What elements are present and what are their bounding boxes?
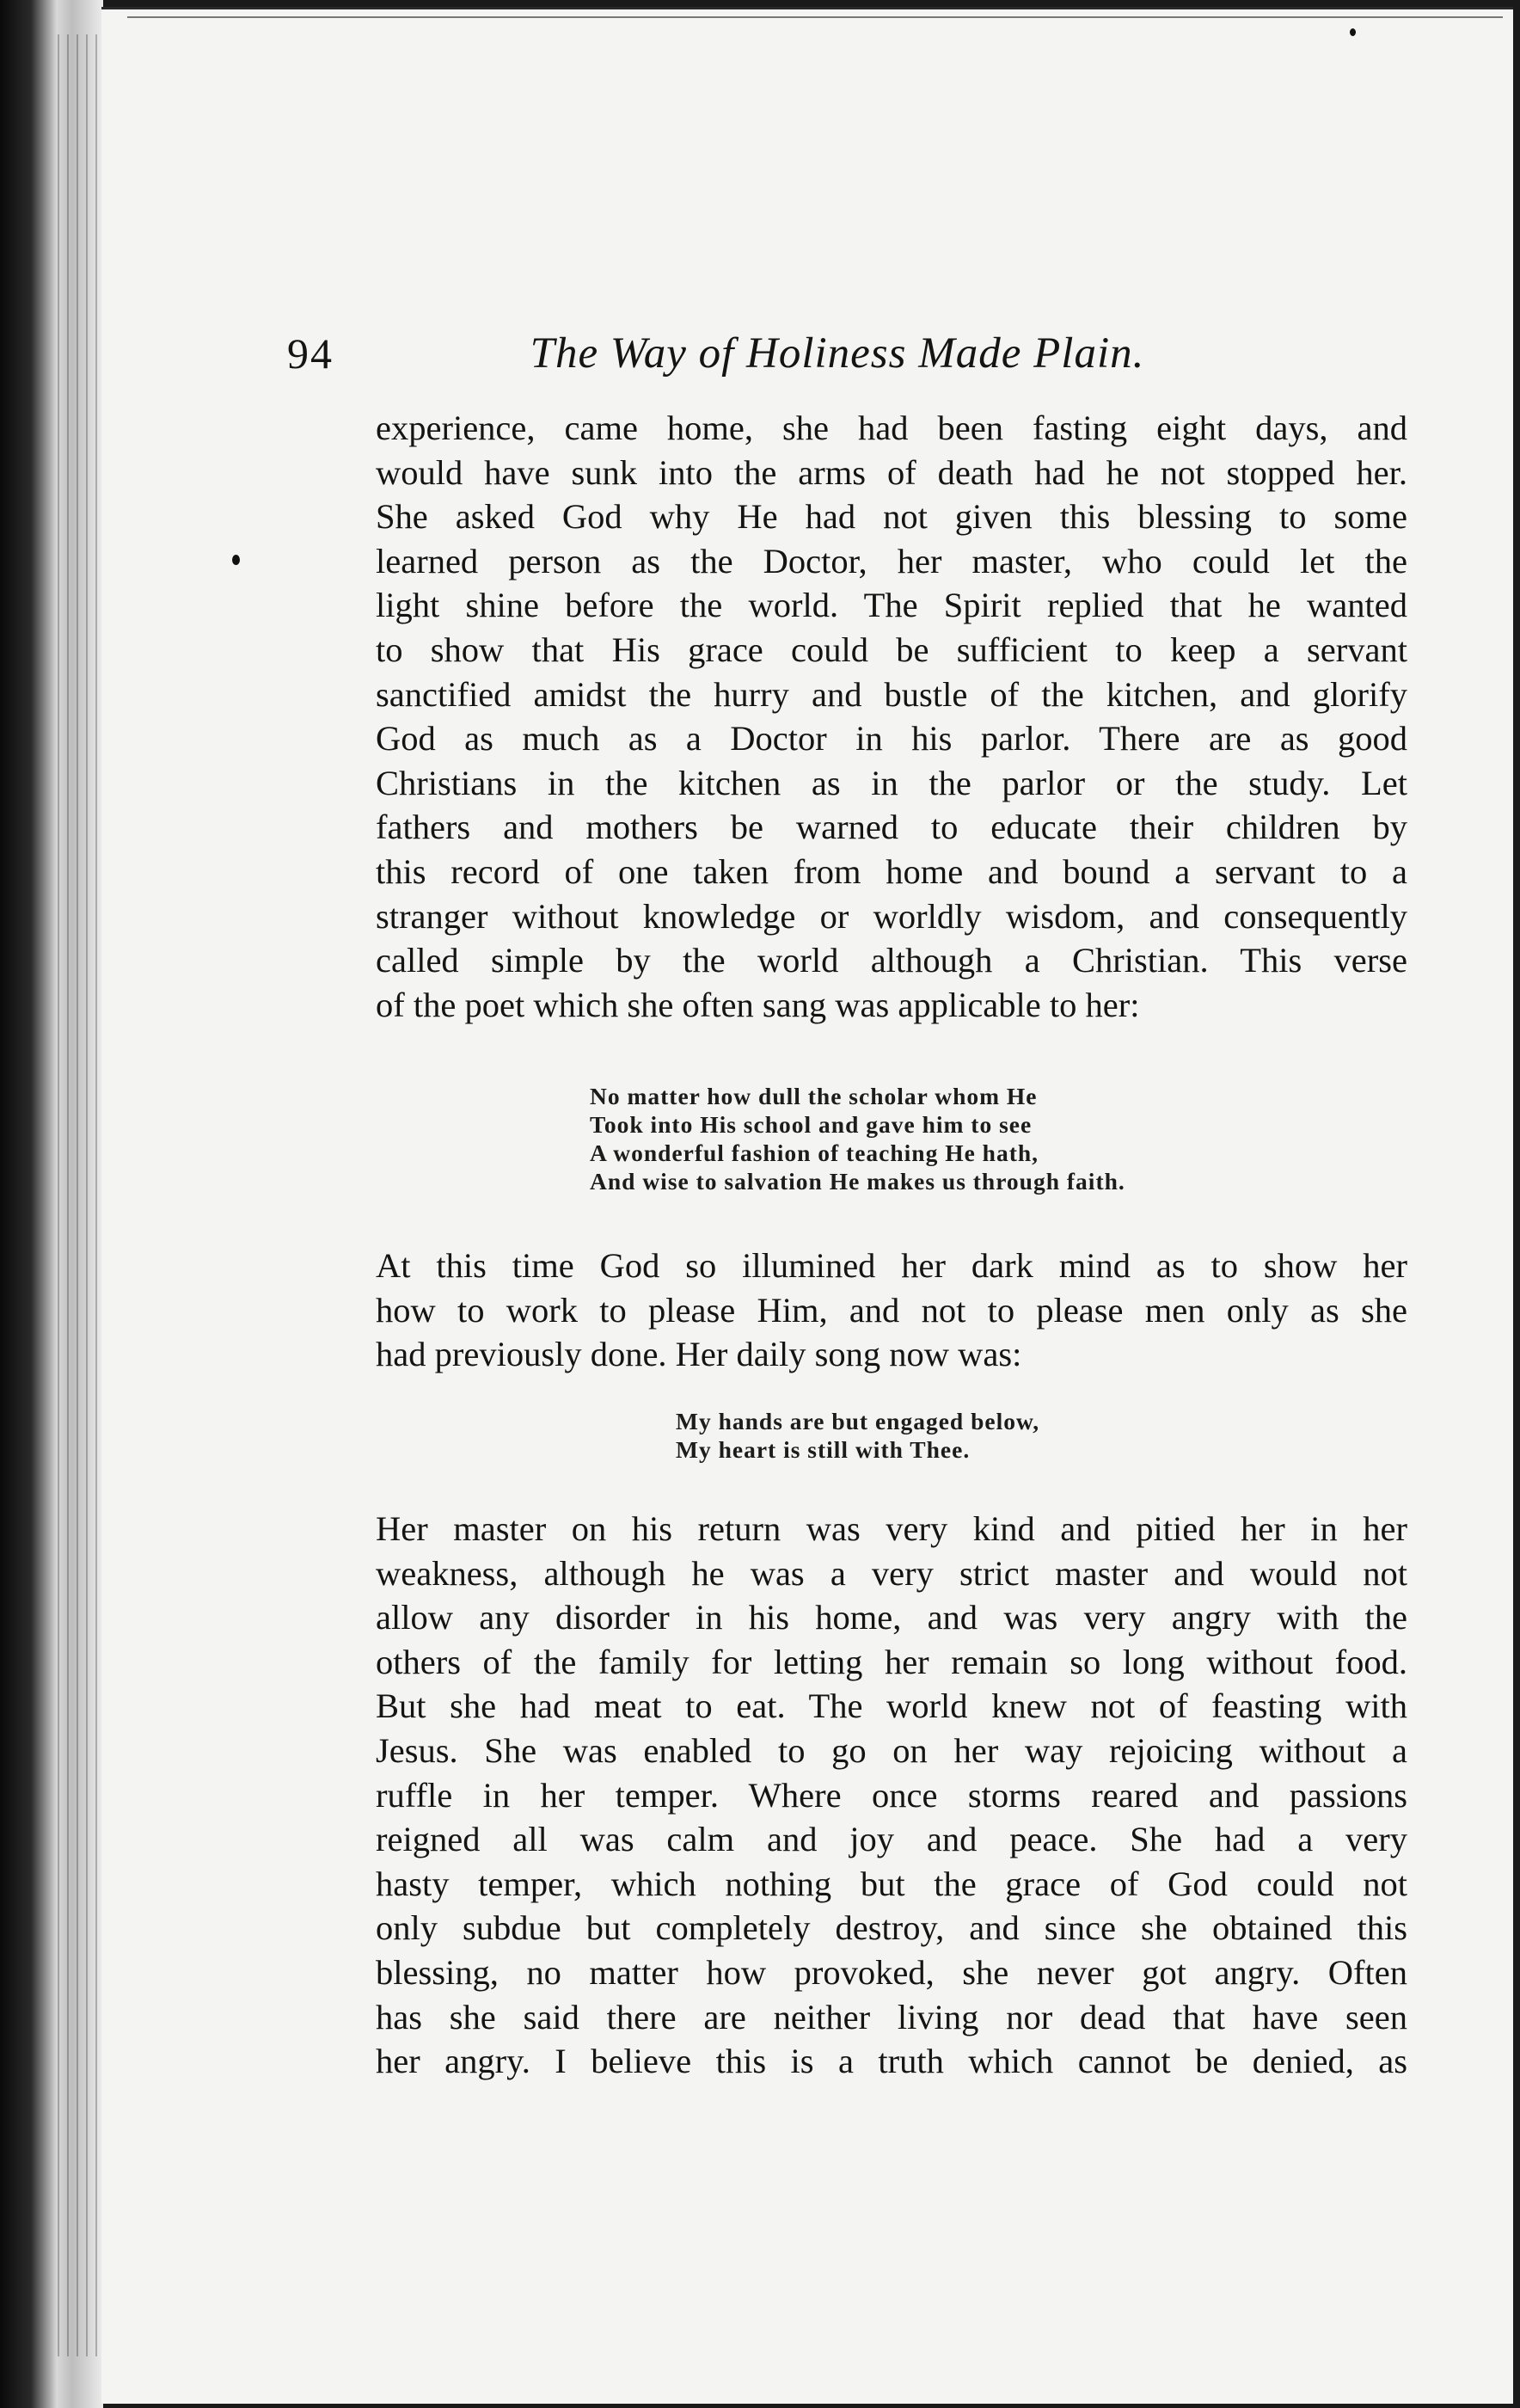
verse-line: And wise to salvation He makes us through faith. [590, 1168, 1125, 1195]
text-line: others of the family for letting her remain so long without food. [376, 1642, 1407, 1681]
text-line: Her master on his return was very kind and pitied her in her [376, 1509, 1407, 1548]
text-line: experience, came home, she had been fasting eight days, and [376, 408, 1407, 447]
text-line: would have sunk into the arms of death had he not stopped her. [376, 452, 1407, 492]
ink-speck [232, 555, 240, 565]
text-line: blessing, no matter how provoked, she never got angry. Often [376, 1952, 1407, 1992]
text-line: to show that His grace could be sufficient to keep a servant [376, 630, 1407, 669]
verse-line: My hands are but engaged below, [676, 1408, 1040, 1434]
text-line: how to work to please Him, and not to please men only as she [376, 1290, 1407, 1330]
text-line: allow any disorder in his home, and was very angry with the [376, 1598, 1407, 1637]
text-line: learned person as the Doctor, her master, who could let the [376, 541, 1407, 580]
text-line: sanctified amidst the hurry and bustle of the kitchen, and glorify [376, 674, 1407, 714]
text-line: light shine before the world. The Spirit replied that he wanted [376, 586, 1407, 625]
text-line: hasty temper, which nothing but the grace of God could not [376, 1864, 1407, 1903]
text-line: stranger without knowledge or worldly wisdom, and consequently [376, 896, 1407, 936]
running-title: The Way of Holiness Made Plain. [530, 329, 1145, 378]
text-line: She asked God why He had not given this blessing to some [376, 497, 1407, 537]
text-line: had previously done. Her daily song now was: [376, 1335, 1022, 1374]
ink-speck [1350, 28, 1356, 36]
text-line: weakness, although he was a very strict master and would not [376, 1553, 1407, 1593]
verse-line: Took into His school and gave him to see [590, 1111, 1033, 1138]
paragraph-1 [376, 406, 1407, 1027]
text-line: Christians in the kitchen as in the parlor or the study. Let [376, 763, 1407, 802]
text-line: But she had meat to eat. The world knew not of feasting with [376, 1686, 1407, 1726]
text-line: of the poet which she often sang was applicable to her: [376, 985, 1140, 1024]
text-line: Jesus. She was enabled to go on her way rejoicing without a [376, 1730, 1407, 1770]
paragraph-3 [376, 1507, 1407, 2084]
page-number: 94 [287, 329, 334, 378]
verse-line: No matter how dull the scholar whom He [590, 1083, 1038, 1109]
verse-line: My heart is still with Thee. [676, 1436, 971, 1463]
text-line: her angry. I believe this is a truth which cannot be denied, as [376, 2042, 1407, 2081]
running-header [287, 329, 1293, 397]
verse-1 [590, 1082, 1125, 1195]
text-line: has she said there are neither living nor dead that have seen [376, 1997, 1407, 2036]
text-line: this record of one taken from home and bound a servant to a [376, 851, 1407, 891]
paragraph-2 [376, 1244, 1407, 1377]
text-line: At this time God so illumined her dark mind as to show her [376, 1246, 1407, 1285]
text-line: ruffle in her temper. Where once storms reared and passions [376, 1775, 1407, 1815]
text-line: only subdue but completely destroy, and since she obtained this [376, 1908, 1407, 1948]
text-line: fathers and mothers be warned to educate their children by [376, 808, 1407, 847]
verse-line: A wonderful fashion of teaching He hath, [590, 1140, 1039, 1166]
text-line: God as much as a Doctor in his parlor. There are as good [376, 719, 1407, 759]
text-line: called simple by the world although a Christian. This verse [376, 941, 1407, 980]
verse-2 [676, 1407, 1039, 1464]
text-line: reigned all was calm and joy and peace. She had a very [376, 1820, 1407, 1859]
page-top-edge [127, 16, 1503, 18]
